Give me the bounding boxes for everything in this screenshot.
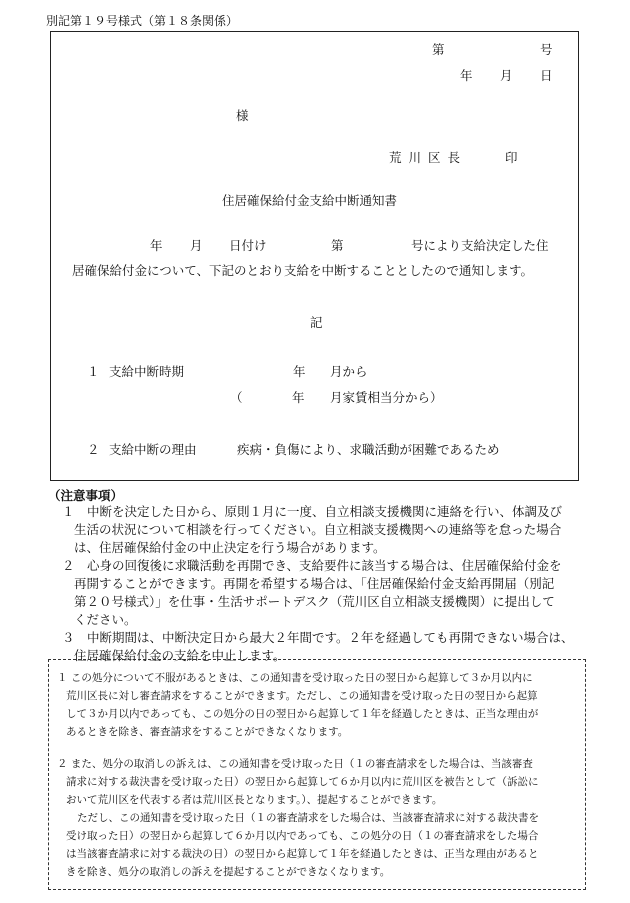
note2-line: 再開することができます。再開を希望する場合は、「住居確保給付金支給再開届（別記	[74, 576, 555, 591]
date-day-label: 日	[540, 68, 553, 83]
appeal-p2-line: は当該審査請求に対する裁決の日）の翌日から起算して１年を経過したときは、正当な理由があると	[66, 848, 539, 860]
appeal-p2-line: おいて荒川区を代表する者は荒川区長となります。）、提起することができます。	[66, 794, 443, 806]
note2-line: ください。	[74, 612, 137, 627]
note3-line: ３ 中断期間は、中断決定日から最大２年間です。２年を経過しても再開できない場合は、	[62, 630, 574, 645]
appeal-p1-line: あるときを除き、審査請求をすることができなくなります。	[66, 726, 349, 738]
appeal-p1-line: して３か月以内であっても、この処分の日の翌日から起算して１年を経過したときは、正当な理由が	[66, 708, 539, 720]
seal-mark: 印	[505, 150, 518, 165]
date-year-label: 年	[460, 68, 473, 83]
note1-line: 生活の状況について相談を行ってください。自立相談支援機関への連絡等を怠った場合	[74, 522, 562, 537]
date-month-label: 月	[500, 68, 513, 83]
ki-heading: 記	[310, 315, 323, 330]
issuer-mayor: 荒川区長	[389, 150, 468, 165]
item1-year-label: 年	[293, 364, 306, 379]
note1-line: １ 中断を決定した日から、原則１月に一度、自立相談支援機関に連絡を行い、体調及び	[62, 504, 563, 519]
item1-number: １	[87, 364, 100, 379]
number-prefix: 第	[432, 42, 445, 57]
appeal-p2-line: ただし、この通知書を受け取った日（１の審査請求をした場合は、当該審査請求に対する裁決書を	[77, 812, 539, 824]
appeal-p1-line: １ この処分について不服があるときは、この通知書を受け取った日の翌日から起算して３か月以内に	[57, 672, 533, 684]
item1-year2-label: 年	[292, 390, 305, 405]
item1-month-from: 月から	[330, 364, 368, 379]
intro-year-label: 年	[150, 238, 163, 253]
item2-reason: 疾病・負傷により、求職活動が困難であるため	[237, 442, 500, 457]
addressee-honorific: 様	[236, 108, 249, 123]
document-title: 住居確保給付金支給中断通知書	[222, 193, 398, 208]
intro-month-label: 月	[190, 238, 203, 253]
item2-number: ２	[87, 442, 100, 457]
appeal-p2-line: 受け取った日）の翌日から起算して６か月以内であっても、この処分の日（１の審査請求をした場合	[66, 830, 539, 842]
number-suffix: 号	[540, 42, 553, 57]
form-label: 別記第１９号様式（第１８条関係）	[46, 14, 239, 28]
item1-month-rent: 月家賃相当分から）	[330, 390, 443, 405]
note2-line: 第２０号様式）」を仕事・生活サポートデスク（荒川区自立相談支援機関）に提出して	[74, 594, 555, 609]
note2-line: ２ 心身の回復後に求職活動を再開でき、支給要件に該当する場合は、住居確保給付金を	[62, 558, 562, 573]
appeal-p2-line: きを除き、処分の取消しの訴えを提起することができなくなります。	[66, 866, 391, 878]
appeal-p2-line: 請求に対する裁決書を受け取った日）の翌日から起算して６か月以内に荒川区を被告として（訴訟に	[66, 776, 539, 788]
item1-paren-open: （	[230, 390, 243, 405]
notice-frame	[50, 31, 579, 481]
item1-label: 支給中断時期	[109, 364, 185, 379]
appeal-p2-line: ２ また、処分の取消しの訴えは、この通知書を受け取った日（１の審査請求をした場合は、当該審査	[57, 758, 533, 770]
item2-label: 支給中断の理由	[109, 442, 197, 457]
notes-heading: （注意事項）	[48, 488, 124, 503]
note1-line: は、住居確保給付金の中止決定を行う場合があります。	[74, 540, 386, 555]
intro-line2: 居確保給付金について、下記のとおり支給を中断することとしたので通知します。	[72, 263, 534, 278]
intro-number-prefix: 第	[331, 238, 344, 253]
intro-date-suffix: 日付け	[229, 238, 267, 253]
intro-line1-tail: 号により支給決定した住	[411, 238, 549, 253]
appeal-p1-line: 荒川区長に対し審査請求をすることができます。ただし、この通知書を受け取った日の翌日から起算	[66, 690, 538, 702]
note3-line: 住居確保給付金の支給を中止します。	[74, 648, 286, 663]
